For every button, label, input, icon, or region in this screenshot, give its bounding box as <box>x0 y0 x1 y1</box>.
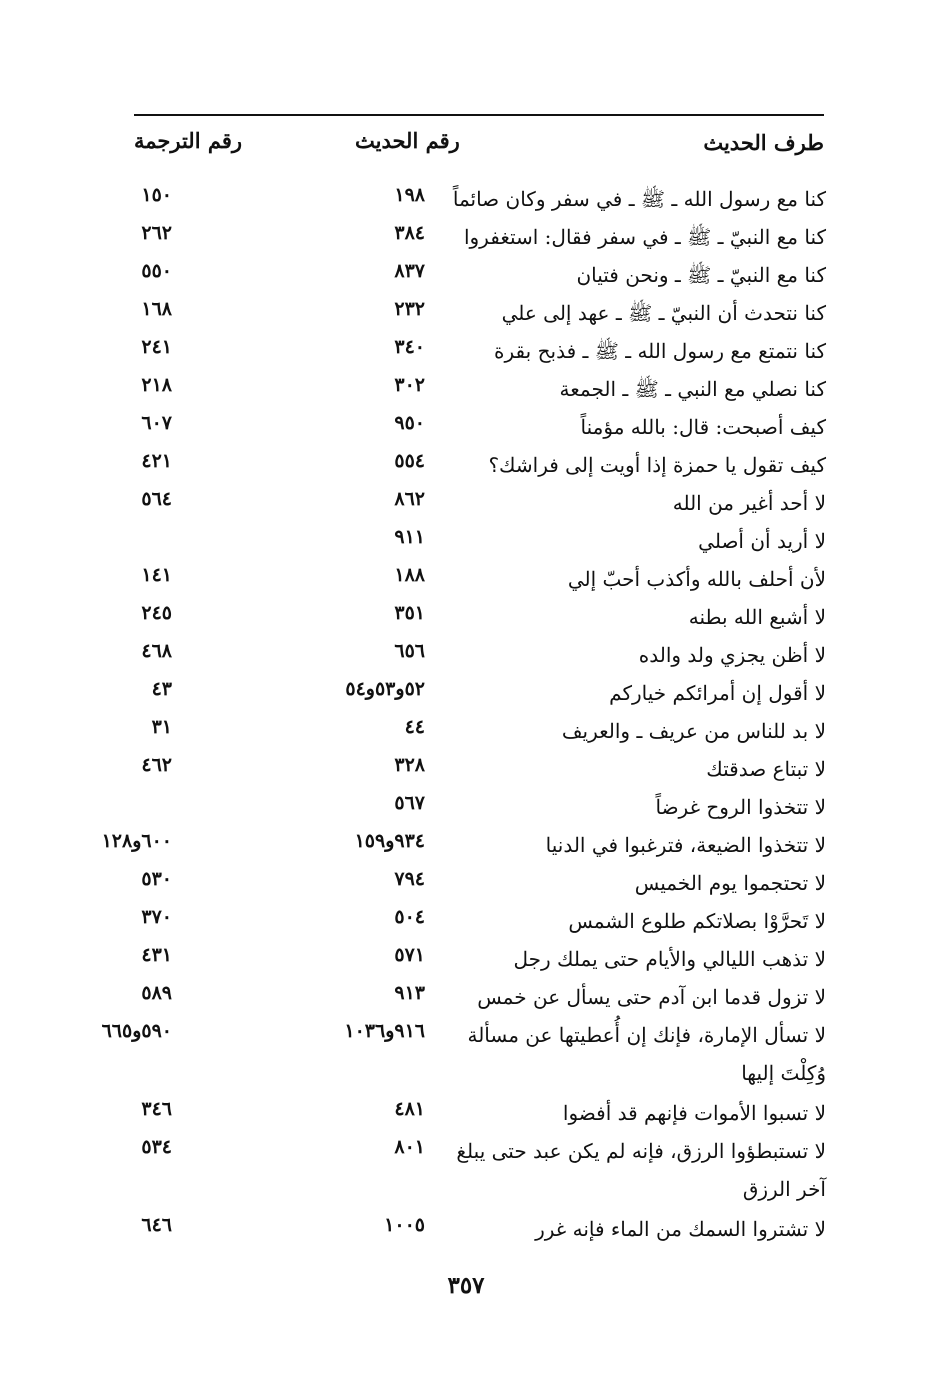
biography-number-cell: ٣١ <box>151 716 172 738</box>
biography-number-cell: ٤٦٨ <box>141 640 172 662</box>
table-header <box>0 122 932 166</box>
header-biography-number: رقم الترجمة <box>134 128 243 153</box>
hadith-number-cell: ٥٥٤ <box>394 450 425 472</box>
hadith-number-cell: ٣٨٤ <box>394 222 425 244</box>
hadith-number-cell: ٣٢٨ <box>394 754 425 776</box>
biography-number-cell: ٤٣١ <box>141 944 172 966</box>
hadith-number-cell: ٨٠١ <box>394 1136 425 1158</box>
table-row <box>0 214 932 252</box>
hadith-text-cell: لا تَحرَّوْا بصلاتكم طلوع الشمس <box>568 909 826 933</box>
biography-number-cell: ١٦٨ <box>141 298 172 320</box>
hadith-number-cell: ٣٠٢ <box>394 374 425 396</box>
biography-number-cell: ٦٠٠و١٢٨ <box>101 830 172 852</box>
hadith-number-cell: ٨٣٧ <box>394 260 425 282</box>
hadith-number-cell: ٥٢و٥٣و٥٤ <box>345 678 425 700</box>
header-hadith-text: طرف الحديث <box>703 130 824 155</box>
hadith-number-cell: ٨٦٢ <box>394 488 425 510</box>
biography-number-cell: ٢٤١ <box>141 336 172 358</box>
hadith-text-cell: لأن أحلف بالله وأكذب أحبّ إلي <box>567 567 826 591</box>
biography-number-cell: ٤٣ <box>151 678 172 700</box>
table-row <box>0 328 932 366</box>
biography-number-cell: ١٥٠ <box>141 184 172 206</box>
hadith-number-cell: ٤٤ <box>404 716 425 738</box>
hadith-text-cell: كيف تقول يا حمزة إذا أويت إلى فراشك؟ <box>488 453 826 477</box>
hadith-text-cell: كنا مع النبيّ ـ ﷺ ـ في سفر فقال: استغفروا <box>463 225 826 249</box>
biography-number-cell: ٥٥٠ <box>141 260 172 282</box>
biography-number-cell: ٤٦٢ <box>141 754 172 776</box>
table-row <box>0 594 932 632</box>
top-rule <box>134 114 824 116</box>
hadith-number-cell: ١٨٨ <box>394 564 425 586</box>
table-row <box>0 898 932 936</box>
hadith-number-cell: ١٠٠٥ <box>384 1214 425 1236</box>
table-row <box>0 708 932 746</box>
table-row <box>0 974 932 1012</box>
hadith-text-cell: لا أظن يجزي ولد والده <box>638 643 826 667</box>
hadith-text-cell: لا أحد أغير من الله <box>672 491 826 515</box>
biography-number-cell: ٣٧٠ <box>141 906 172 928</box>
table-row <box>0 556 932 594</box>
table-row <box>0 404 932 442</box>
table-row <box>0 670 932 708</box>
hadith-number-cell: ١٩٨ <box>394 184 425 206</box>
hadith-number-cell: ٢٣٢ <box>394 298 425 320</box>
hadith-text-cell: لا تسأل الإمارة، فإنك إن أُعطيتها عن مسألة وُكِلْتَ إليها <box>467 1023 826 1085</box>
biography-number-cell: ٥٩٠و٦٦٥ <box>101 1020 172 1042</box>
hadith-text-cell: كنا مع النبيّ ـ ﷺ ـ ونحن فتيان <box>576 263 826 287</box>
hadith-text-cell: لا أشبع الله بطنه <box>688 605 826 629</box>
hadith-text-cell: كيف أصبحت: قال: بالله مؤمناً <box>580 415 826 439</box>
hadith-text-cell: لا تسبوا الأموات فإنهم قد أفضوا <box>562 1101 826 1125</box>
hadith-text-cell: لا أريد أن أصلي <box>698 529 826 553</box>
table-row <box>0 252 932 290</box>
hadith-number-cell: ٤٨١ <box>394 1098 425 1120</box>
hadith-number-cell: ٥٧١ <box>394 944 425 966</box>
table-row <box>0 1012 932 1090</box>
biography-number-cell: ٢٤٥ <box>141 602 172 624</box>
table-row <box>0 1090 932 1128</box>
biography-number-cell: ٢١٨ <box>141 374 172 396</box>
hadith-number-cell: ٣٤٠ <box>394 336 425 358</box>
table-row <box>0 746 932 784</box>
hadith-number-cell: ٩١٣ <box>394 982 425 1004</box>
hadith-number-cell: ٣٥١ <box>394 602 425 624</box>
hadith-text-cell: لا تستبطؤوا الرزق، فإنه لم يكن عبد حتى يبلغ آخر الرزق <box>456 1139 826 1201</box>
hadith-number-cell: ٩٥٠ <box>394 412 425 434</box>
hadith-number-cell: ٥٠٤ <box>394 906 425 928</box>
hadith-text-cell: لا تبتاع صدقتك <box>706 757 826 781</box>
hadith-text-cell: لا تذهب الليالي والأيام حتى يملك رجل <box>513 947 826 971</box>
biography-number-cell: ٤٢١ <box>141 450 172 472</box>
table-row <box>0 366 932 404</box>
hadith-text-cell: كنا نتحدث أن النبيّ ـ ﷺ ـ عهد إلى علي <box>501 301 826 325</box>
hadith-text-cell: لا بد للناس من عريف ـ والعريف <box>561 719 826 743</box>
table-row <box>0 176 932 214</box>
biography-number-cell: ٥٦٤ <box>141 488 172 510</box>
hadith-text-cell: كنا نتمتع مع رسول الله ـ ﷺ ـ فذبح بقرة <box>494 339 826 363</box>
hadith-text-cell: كنا نصلي مع النبي ـ ﷺ ـ الجمعة <box>559 377 826 401</box>
biography-number-cell: ١٤١ <box>141 564 172 586</box>
table-row <box>0 632 932 670</box>
table-row <box>0 822 932 860</box>
hadith-text-cell: لا تتخذوا الضيعة، فترغبوا في الدنيا <box>545 833 826 857</box>
biography-number-cell: ٢٦٢ <box>141 222 172 244</box>
table-row <box>0 480 932 518</box>
biography-number-cell: ٣٤٦ <box>141 1098 172 1120</box>
hadith-number-cell: ٩٣٤و١٥٩ <box>354 830 425 852</box>
biography-number-cell: ٦٤٦ <box>141 1214 172 1236</box>
biography-number-cell: ٦٠٧ <box>141 412 172 434</box>
hadith-text-cell: لا تتخذوا الروح غرضاً <box>655 795 826 819</box>
table-row <box>0 1128 932 1206</box>
hadith-number-cell: ٥٦٧ <box>394 792 425 814</box>
table-row <box>0 518 932 556</box>
hadith-text-cell: لا تحتجموا يوم الخميس <box>634 871 826 895</box>
biography-number-cell: ٥٣٠ <box>141 868 172 890</box>
hadith-number-cell: ٧٩٤ <box>394 868 425 890</box>
page-number: ٣٥٧ <box>447 1272 485 1299</box>
table-row <box>0 1206 932 1244</box>
hadith-text-cell: لا تشتروا السمك من الماء فإنه غرر <box>535 1217 826 1241</box>
table-row <box>0 784 932 822</box>
table-row <box>0 442 932 480</box>
hadith-number-cell: ٦٥٦ <box>394 640 425 662</box>
table-row <box>0 936 932 974</box>
biography-number-cell: ٥٨٩ <box>141 982 172 1004</box>
hadith-text-cell: لا أقول إن أمرائكم خياركم <box>609 681 826 705</box>
table-row <box>0 290 932 328</box>
biography-number-cell: ٥٣٤ <box>141 1136 172 1158</box>
hadith-text-cell: لا تزول قدما ابن آدم حتى يسأل عن خمس <box>477 985 826 1009</box>
hadith-text-cell: كنا مع رسول الله ـ ﷺ ـ في سفر وكان صائماً <box>452 187 826 211</box>
hadith-number-cell: ٩١٦و١٠٣٦ <box>344 1020 425 1042</box>
table-row <box>0 860 932 898</box>
hadith-number-cell: ٩١١ <box>394 526 425 548</box>
index-table <box>0 176 932 1244</box>
header-hadith-number: رقم الحديث <box>355 128 460 153</box>
